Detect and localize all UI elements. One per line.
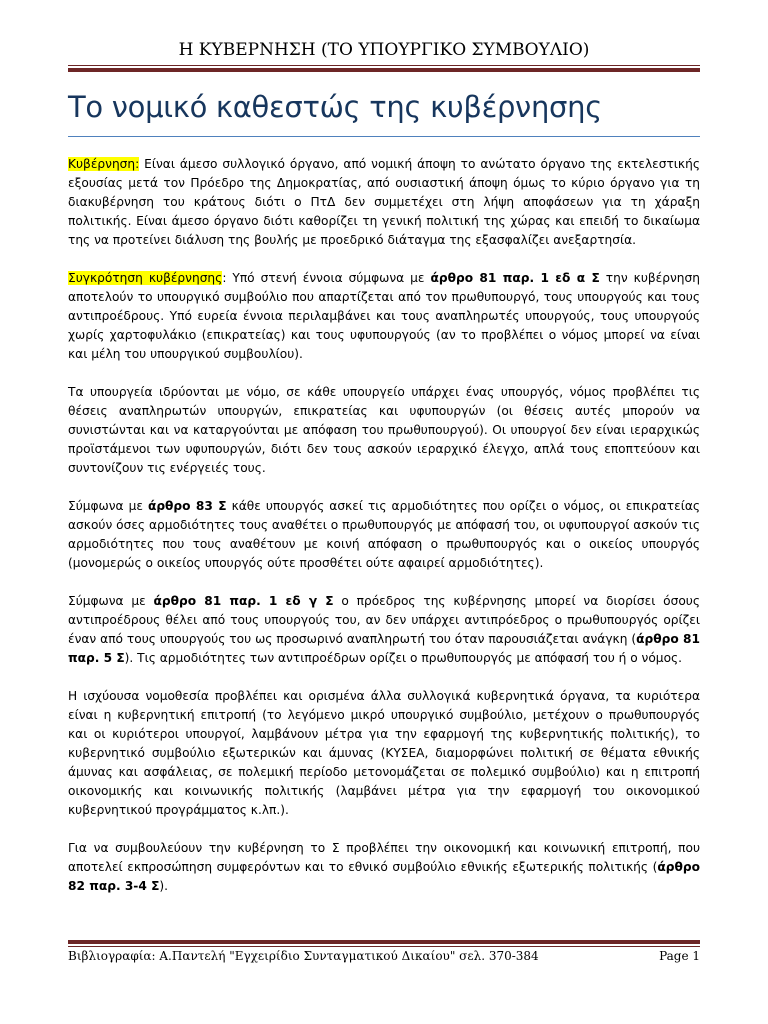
footer [68,949,700,963]
paragraph-collective-organs [68,687,700,820]
paragraph-text: Η ισχύουσα νομοθεσία προβλέπει και ορισμένα άλλα συλλογικά κυβερνητικά όργανα, τα κυριότερα είναι η κυβερνητική επιτροπή (το λεγόμενο μικρό υπουργικό συμβούλιο, μετέχουν ο πρωθυπουργός και οι κυριότεροι υπουργοί, λαμβάνουν μέτρα για την εφαρμογή της κυβερνητικής πολιτικής), το κυβερνητικό συμβούλιο εξωτερικών και άμυνας (ΚΥΣΕΑ, διαμορφώνει πολιτική σε θέματα εθνικής άμυνας και ασφάλειας, σε πολεμική περίοδο μετονομάζεται σε πολεμικό συμβούλιο) και η επιτροπή οικονομικής και κοινωνικής πολιτικής (λαμβάνει μέτρα για την εφαρμογή του οικονομικού κυβερνητικού προγράμματος κ.λπ.). [68,689,700,817]
paragraph-advisory [68,839,700,896]
article-reference: άρθρο 83 Σ [147,499,227,513]
highlighted-term: Συγκρότηση κυβέρνησης [68,271,223,285]
article-reference: άρθρο 81 παρ. 1 εδ γ Σ [153,594,334,608]
paragraph-text: ). [159,879,169,893]
article-reference: άρθρο 81 παρ. 1 εδ α Σ [430,271,600,285]
page-number: Page 1 [659,949,700,963]
running-header: Η ΚΥΒΕΡΝΗΣΗ (ΤΟ ΥΠΟΥΡΓΙΚΟ ΣΥΜΒΟΥΛΙΟ) [178,40,590,60]
paragraph-ministries [68,383,700,478]
paragraph-text: : Υπό στενή έννοια σύμφωνα με [222,271,431,285]
paragraph-text: Τα υπουργεία ιδρύονται με νόμο, σε κάθε υπουργείο υπάρχει ένας υπουργός, νόμος προβλέπει τις θέσεις αναπληρωτών υπουργών, επικρατείας και υφυπουργών (οι θέσεις αυτές μπορούν να συνιστώνται και να καταργούνται με απόφαση του πρωθυπουργού). Οι υπουργοί δεν είναι ιεραρχικώς προϊστάμενοι των υφυπουργών, διότι δεν τους ασκούν ιεραρχικό έλεγχο, απλά τους εποπτεύουν και συντονίζουν τις ενέργειές τους. [68,385,700,475]
highlighted-term: Κυβέρνηση [68,157,136,171]
highlighted-colon: : [135,157,140,171]
title-underline [68,136,700,137]
footer-rule-thick [68,940,700,944]
paragraph-text: την κυβέρνηση αποτελούν το υπουργικό συμβούλιο που απαρτίζεται από τον πρωθυπουργό, τους υπουργούς και τους αντιπροέδρους. Υπό ευρεία έννοια περιλαμβάνει και τους αναπληρωτές υπουργούς, τους υπουργούς χωρίς χαρτοφυλάκιο (επικρατείας) και τους υφυπουργούς (αν το προβλέπει ο νόμος μπορεί να είναι και μέλη του υπουργικού συμβουλίου). [68,271,700,361]
document-body [68,155,700,915]
paragraph-text: κάθε υπουργός ασκεί τις αρμοδιότητες που ορίζει ο νόμος, οι επικρατείας ασκούν όσες αρμοδιότητες τους αναθέτει ο πρωθυπουργός με απόφασή του, οι υφυπουργοί ασκούν τις αρμοδιότητες που τους αναθέτουν με κοινή απόφαση ο πρωθυπουργός και ο οικείος υπουργός (μονομερώς ο οικείος υπουργός ούτε προσθέτει ούτε αφαιρεί αρμοδιότητες). [68,499,701,570]
paragraph-text: ο πρόεδρος της κυβέρνησης μπορεί να διορίσει όσους αντιπροέδρους θέλει από τους υπουργούς του, αν δεν υπάρχει αντιπρόεδρος ο πρωθυπουργός ορίζει έναν από τους υπουργούς του ως προσωρινό αναπληρωτή του όταν παρουσιάζεται ανάγκη ( [68,594,700,646]
paragraph-vice-presidents [68,592,700,668]
article-reference: άρθρο 82 παρ. 3-4 Σ [68,860,700,893]
bibliography-note: Βιβλιογραφία: Α.Παντελή "Εγχειρίδιο Συνταγματικού Δικαίου" σελ. 370-384 [68,949,539,963]
paragraph-composition [68,269,700,364]
header-rule-thick [68,68,700,72]
paragraph-text: Σύμφωνα με [68,499,148,513]
paragraph-text: Είναι άμεσο συλλογικό όργανο, από νομική άποψη το ανώτατο όργανο της εκτελεστικής εξουσίας μετά τον Πρόεδρο της Δημοκρατίας, από ουσιαστική άποψη όμως το κύριο όργανο για τη διακυβέρνηση του κράτους διότι ο ΠτΔ δεν συμμετέχει στη λήψη αποφάσεων για τη χάραξη πολιτικής. Είναι άμεσο όργανο διότι καθορίζει τη γενική πολιτική της χώρας και επειδή το δικαίωμα της να προτείνει διάλυση της βουλής με προεδρικό διάταγμα της εξασφαλίζει ανεξαρτησία. [68,157,700,247]
paragraph-article-83 [68,497,700,573]
paragraph-text: ). Τις αρμοδιότητες των αντιπροέδρων ορίζει ο πρωθυπουργός με απόφασή του ή ο νόμος. [124,651,683,665]
footer-rule-thin [68,946,700,947]
paragraph-definition [68,155,700,250]
header-rule-thin [68,65,700,66]
paragraph-text: Σύμφωνα με [68,594,154,608]
paragraph-text: Για να συμβουλεύουν την κυβέρνηση το Σ προβλέπει την οικονομική και κοινωνική επιτροπή, που αποτελεί εκπροσώπηση συμφερόντων και το εθνικό συμβούλιο εθνικής εξωτερικής πολιτικής ( [68,841,700,874]
document-title: Το νομικό καθεστώς της κυβέρνησης [68,90,602,124]
article-reference: άρθρο 81 παρ. 5 Σ [68,632,700,665]
